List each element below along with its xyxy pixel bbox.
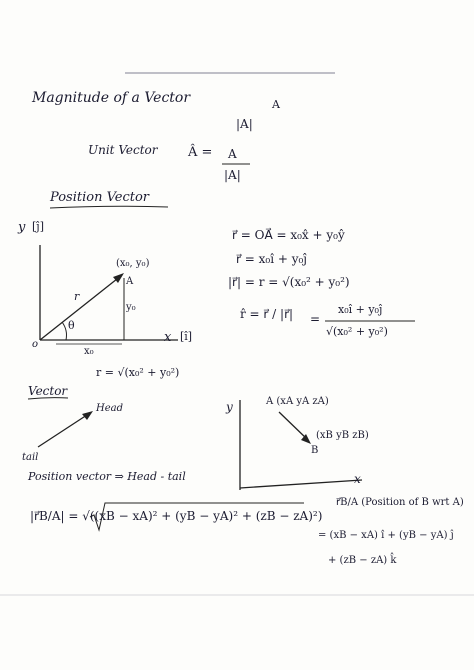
a-label: A xyxy=(272,98,280,111)
ab-axis-x: x xyxy=(354,472,361,486)
position-rule: Position vector ⇒ Head - tail xyxy=(28,470,186,483)
pv-x0: x₀ xyxy=(84,346,94,357)
vector-title: Vector xyxy=(28,384,68,398)
equation-3: |r⃗| = r = √(x₀² + y₀²) xyxy=(228,275,350,289)
pv-axis-x: x xyxy=(164,330,172,345)
position-vector-title: Position Vector xyxy=(50,190,150,205)
ab-vector-line xyxy=(279,412,308,440)
pv-axis-y-unit: [ĵ] xyxy=(32,220,44,233)
ab-x-axis xyxy=(240,480,362,488)
equation-4-denominator: √(x₀² + y₀²) xyxy=(326,325,388,338)
head-label: Head xyxy=(96,403,124,414)
relative-expansion-1: = (xB − xA) î + (yB − yA) ĵ xyxy=(318,530,454,541)
pv-point-coords: (x₀, y₀) xyxy=(116,258,150,269)
position-vector-underline xyxy=(50,206,168,208)
relative-expansion-2: + (zB − zA) k̂ xyxy=(328,555,397,566)
head-tail-arrowhead xyxy=(82,411,93,420)
equation-4-lhs: r̂ = r⃗ / |r⃗| xyxy=(240,307,294,321)
relative-formula: |r⃗B/A| = √((xB − xA)² + (yB − yA)² + (zB − zA)²) xyxy=(30,509,323,523)
head-tail-line xyxy=(38,413,90,447)
theta-arc xyxy=(62,322,67,340)
pv-axis-y: y xyxy=(18,220,26,235)
magnitude-symbol: |A| xyxy=(236,117,253,131)
unit-vector-lhs: Â = xyxy=(188,145,213,160)
ab-point-b: B xyxy=(311,445,319,456)
heading: Magnitude of a Vector xyxy=(32,90,191,106)
equation-4-numerator: x₀î + y₀ĵ xyxy=(338,303,383,316)
pv-theta: θ xyxy=(68,319,75,332)
equation-1: r⃗ = OA⃗ = x₀x̂ + y₀ŷ xyxy=(232,228,345,242)
unit-vector-denominator: |A| xyxy=(224,168,241,182)
pv-r-label: r xyxy=(74,290,80,303)
ab-point-a: A (xA yA zA) xyxy=(266,396,329,407)
ab-diagram xyxy=(240,400,362,490)
pv-y0: y₀ xyxy=(126,302,136,313)
pv-origin: o xyxy=(32,339,39,350)
tail-label: tail xyxy=(22,452,39,463)
relative-note: r⃗B/A (Position of B wrt A) xyxy=(336,497,464,508)
pv-point-label: A xyxy=(126,276,134,287)
equation-4-equals: = xyxy=(310,312,321,326)
position-vector-diagram xyxy=(40,245,178,344)
ab-point-b-coords: (xB yB zB) xyxy=(316,430,369,441)
equation-2: r⃗ = x₀î + y₀ĵ xyxy=(236,252,308,266)
position-vector-line xyxy=(40,275,122,340)
pv-magnitude-formula: r = √(x₀² + y₀²) xyxy=(96,366,180,379)
head-tail-diagram xyxy=(38,411,93,447)
ab-axis-y: y xyxy=(226,400,233,414)
unit-vector-numerator: A xyxy=(228,147,237,161)
unit-vector-label: Unit Vector xyxy=(88,143,158,157)
pv-axis-x-unit: [î] xyxy=(180,330,193,343)
